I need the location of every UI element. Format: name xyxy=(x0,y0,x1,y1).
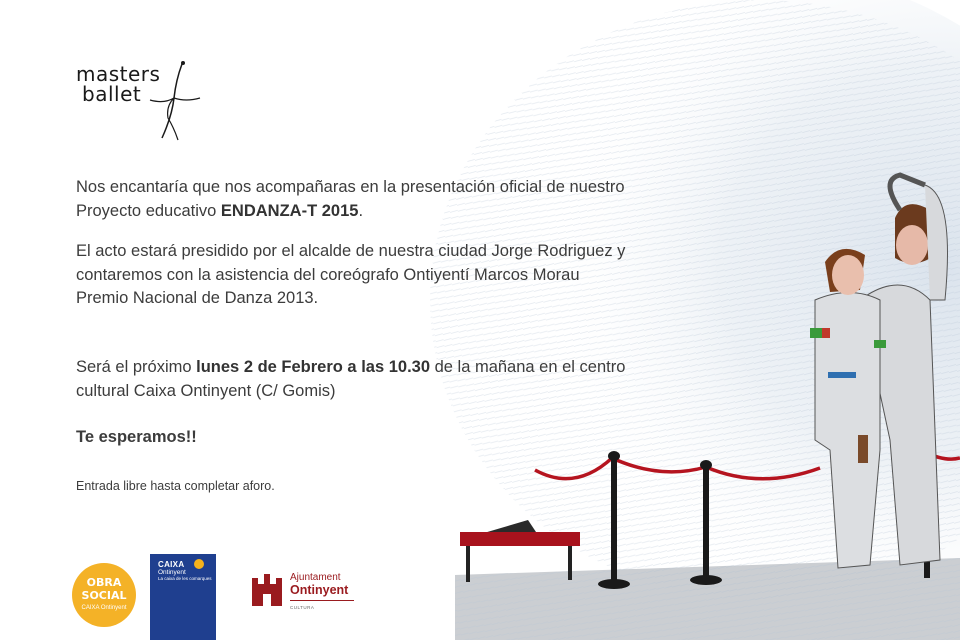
castle-crest-icon xyxy=(248,572,286,608)
obra-social-logo xyxy=(72,563,136,627)
project-name: ENDANZA-T 2015 xyxy=(220,201,359,220)
invitation-paragraph-3 xyxy=(76,356,636,403)
logo-word-ballet: ballet xyxy=(82,82,142,106)
p1-text: Nos encantaría que nos acompañaras en la presentación oficial de nuestro Proyecto educativo xyxy=(76,178,625,220)
event-date: lunes 2 de Febrero a las 10.30 xyxy=(196,358,431,376)
sun-icon xyxy=(194,559,204,569)
obra-line-1: OBRA xyxy=(86,576,122,589)
p3-text: Será el próximo xyxy=(76,358,197,376)
ajuntament-ontinyent-logo xyxy=(248,568,358,612)
ajuntament-line-2: Ontinyent xyxy=(290,583,349,597)
invitation-paragraph-2: El acto estará presidido por el alcalde de nuestra ciudad Jorge Rodriguez y contaremos con la asistencia del coreógrafo Ontiyentí Marcos Morau Premio Nacional de Danza 2013. xyxy=(76,242,626,307)
ajuntament-line-1: Ajuntament xyxy=(290,572,341,583)
invitation-paragraph-1 xyxy=(76,176,636,223)
caixa-line-3: La caixa de les comarques xyxy=(158,576,212,581)
caixa-line-1: CAIXA xyxy=(158,560,185,569)
closing-line: Te esperamos!! xyxy=(76,428,197,446)
ajuntament-line-3: CULTURA xyxy=(290,605,315,610)
free-entry-note: Entrada libre hasta completar aforo. xyxy=(76,479,275,493)
logo-word-masters: masters xyxy=(76,62,161,86)
obra-line-2: SOCIAL xyxy=(81,589,127,602)
caixa-ontinyent-logo xyxy=(150,554,216,640)
caixa-line-2: Ontinyent xyxy=(158,569,186,576)
p3-location: de la mañana en el centro cultural Caixa Ontinyent (C/ Gomis) xyxy=(76,358,626,400)
dancer-figure-icon xyxy=(144,58,204,148)
ajuntament-divider xyxy=(290,600,354,601)
obra-line-3: CAIXA Ontinyent xyxy=(81,605,127,611)
p1-end: . xyxy=(358,201,364,220)
masters-ballet-logo xyxy=(74,58,204,148)
